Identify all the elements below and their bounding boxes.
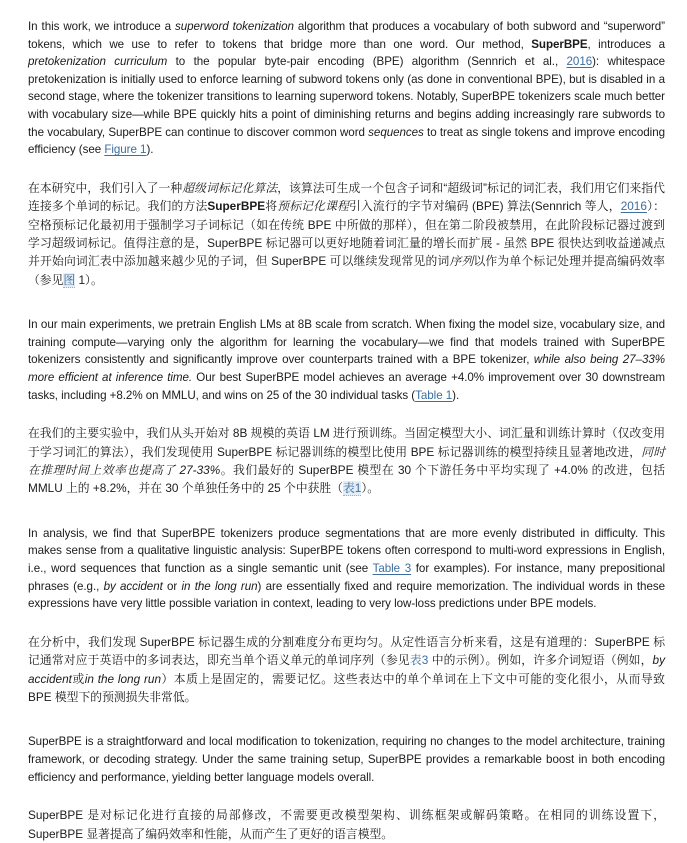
paragraph-zh-2	[28, 424, 665, 498]
text-segment: SuperBPE 是对标记化进行直接的局部修改，不需要更改模型架构、训练框架或解码策略。在相同的训练设置下，SuperBPE 显著提高了编码效率和性能，从而产生了更好的语言模型。	[28, 808, 665, 841]
emphasis-pretokenization-curriculum: pretokenization curriculum	[28, 55, 168, 69]
emphasis-zh-by-accident: by accident	[28, 653, 665, 686]
text-segment: In our main experiments, we pretrain English LMs at 8B scale from scratch. When fixing the model size, vocabulary size, and training compute—varying only the algorithm for learning the vocabulary—we find that models trained with SuperBPE tokenizers consistently and significantly improve over counterparts trained with a BPE tokenizer,	[28, 318, 665, 367]
emphasis-zh-efficiency-claim: 同时在推理时间上效率也提高了 27-33%	[28, 444, 665, 477]
emphasis-zh-in-the-long-run: in the long run	[84, 671, 162, 686]
text-segment: 在本研究中，我们引入了一种	[28, 180, 183, 195]
emphasis-sequences: sequences	[368, 125, 424, 139]
paragraph-en-1	[28, 18, 665, 159]
text-segment: ) are essentially fixed and require memorization. The individual words in these expressions have very little possible variation in context, leading to very low-loss predictions under BPE models.	[28, 579, 665, 611]
paragraph-en-4	[28, 733, 665, 786]
table-3-link-zh[interactable]: 表3	[409, 653, 429, 668]
emphasis-superword-tokenization: superword tokenization	[174, 20, 294, 33]
emphasis-in-the-long-run: in the long run	[181, 579, 258, 593]
text-segment: ）本质上是固定的，需要记忆。这些表达中的单个单词在上下文中可能的变化很小，从而导致 BPE 模型下的预测损失非常低。	[28, 671, 665, 704]
citation-link-2016[interactable]: 2016	[566, 55, 593, 69]
text-segment: 在分析中，我们发现 SuperBPE 标记器生成的分割难度分布更均匀。从定性语言分析来看，这是有道理的：SuperBPE 标记通常对应于英语中的多词表达，即充当单个语义单元的单词序列（参见	[28, 634, 665, 668]
emphasis-efficiency-claim: while also being 27–33% more efficient at inference time.	[28, 353, 665, 384]
table-1-link[interactable]: Table 1	[415, 388, 453, 402]
emphasis-zh-superword-algorithm: 超级词标记化算法	[182, 180, 278, 195]
text-segment: 在我们的主要实验中，我们从头开始对 8B 规模的英语 LM 进行预训练。当固定模型大小、词汇量和训练计算时（仅改变用于学习词汇的算法），我们发现使用 SuperBPE 标记器训练的模型比使用 BPE 标记器训练的模型持续且显著地改进，	[28, 426, 665, 459]
paragraph-zh-4	[28, 806, 665, 843]
figure-1-link[interactable]: Figure 1	[104, 143, 147, 157]
term-superbpe: SuperBPE	[531, 37, 588, 51]
text-segment: Our best SuperBPE model achieves an average +4.0% improvement over 30 downstream tasks, including +8.2% on MMLU, and wins on 25 of the 30 individual tasks (	[28, 370, 665, 402]
text-segment: to the popular byte-pair encoding (BPE) algorithm (Sennrich et al.,	[167, 55, 567, 69]
figure-1-link-zh[interactable]: 图	[63, 272, 76, 287]
text-segment: 引入流行的字节对编码 (BPE) 算法(Sennrich 等人，	[349, 199, 621, 214]
paragraph-en-3	[28, 525, 665, 613]
text-segment: In analysis, we find that SuperBPE tokenizers produce segmentations that are more evenly distributed in difficulty. This makes sense from a qualitative linguistic analysis: SuperBPE tokens often correspond to multi-word expressions in English, i.e., word sequences that function as a single semantic unit (see	[28, 526, 665, 575]
emphasis-by-accident: by accident	[103, 579, 163, 593]
text-segment: 。我们最好的 SuperBPE 模型在 30 个下游任务中平均实现了 +4.0% 的改进，包括 MMLU 上的 +8.2%，并在 30 个单独任务中的 25 个中获胜（	[28, 462, 665, 496]
term-superbpe-zh: SuperBPE	[207, 199, 266, 214]
text-segment: ).	[146, 143, 154, 157]
text-segment: algorithm that produces a vocabulary of both subword and “superword” tokens, which we use to refer to tokens that bridge more than one word. Our method,	[28, 20, 665, 51]
text-segment: for examples). For instance, many prepositional phrases (e.g.,	[28, 561, 665, 593]
text-segment: ).	[452, 388, 460, 402]
emphasis-zh-sequences: 序列	[449, 254, 474, 269]
text-segment: ，该算法可生成一个包含子词和“超级词”标记的词汇表，我们用它们来指代连接多个单词的标记。我们的方法	[28, 180, 665, 214]
text-segment: or	[162, 579, 182, 593]
text-segment: ）：空格预标记化最初用于强制学习子词标记（如在传统 BPE 中所做的那样），但在第二阶段被禁用，在此阶段标记器过渡到学习超级词标记。值得注意的是，SuperBPE 标记器可以更好地随着词汇量的增长而扩展 - 虽然 BPE 很快达到收益递减点并开始向词汇表中添加越来越少见的子词，但 SuperBPE 可以继续发现常见的词	[28, 199, 665, 269]
citation-link-2016-zh[interactable]: 2016	[620, 199, 647, 214]
paragraph-zh-3	[28, 633, 665, 707]
text-segment: 1）。	[75, 272, 103, 287]
paragraph-en-2	[28, 316, 665, 404]
text-segment: ): whitespace pretokenization is initially used to enforce learning of subword tokens only (as done in conventional BPE), but is disabled in a second stage, where the tokenizer transitions to learning superword tokens. Notably, SuperBPE tokenizers scale much better with vocabulary size—while BPE quickly hits a point of diminishing returns and begins adding increasingly rare subwords to the vocabulary, SuperBPE can continue to discover common word	[28, 55, 665, 139]
text-segment: SuperBPE is a straightforward and local modification to tokenization, requiring no changes to the model architecture, training framework, or decoding strategy. Under the same training setup, SuperBPE provides a remarkable boost in both encoding efficiency and performance, yielding better language models overall.	[28, 735, 665, 784]
text-segment: In this work, we introduce a	[28, 20, 175, 33]
text-segment: 以作为单个标记处理并提高编码效率（参见	[28, 254, 665, 287]
text-segment: , introduces a	[587, 37, 666, 51]
text-segment: 或	[71, 671, 85, 686]
text-segment: ）。	[361, 481, 380, 496]
text-segment: 将	[265, 199, 278, 214]
table-1-link-zh[interactable]: 表1	[342, 481, 362, 496]
text-segment: 中的示例）。例如，许多介词短语（例如，	[428, 653, 653, 668]
table-3-link[interactable]: Table 3	[372, 561, 412, 575]
text-segment: to treat as single tokens and improve encoding efficiency (see	[28, 125, 665, 157]
paragraph-zh-1	[28, 179, 665, 289]
emphasis-zh-pretokenization-curriculum: 预标记化课程	[277, 199, 349, 214]
